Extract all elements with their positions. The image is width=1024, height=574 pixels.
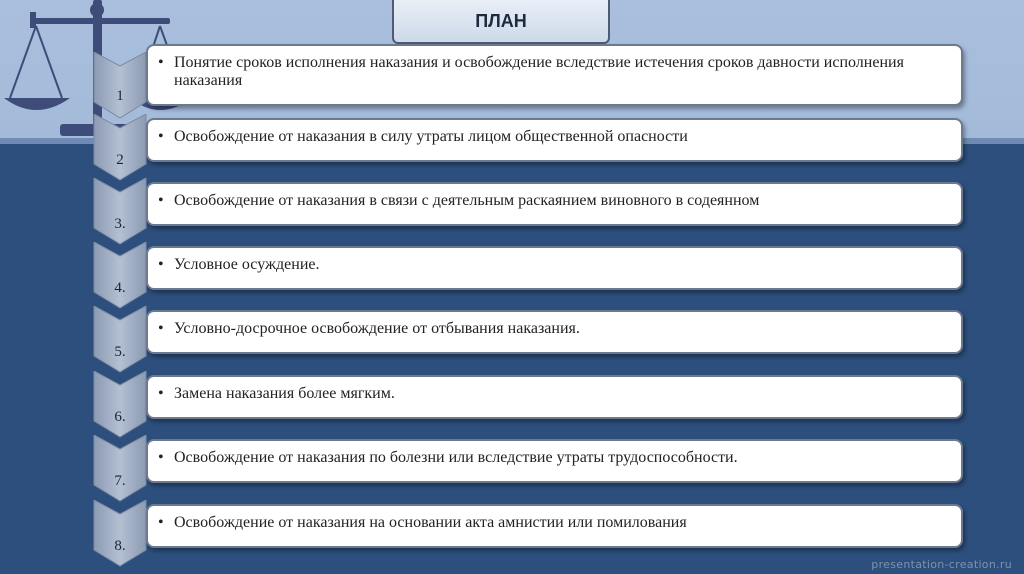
bullet: • bbox=[158, 192, 164, 209]
plan-item-text: Освобождение от наказания по болезни или вследствие утраты трудоспособности. bbox=[174, 449, 738, 466]
bullet: • bbox=[158, 54, 164, 71]
step-number: 1 bbox=[116, 88, 124, 104]
step-number: 3. bbox=[114, 216, 126, 232]
plan-item-text: Условное осуждение. bbox=[174, 256, 320, 273]
plan-item bbox=[146, 182, 963, 226]
bullet: • bbox=[158, 320, 164, 337]
plan-item bbox=[146, 310, 963, 354]
bullet: • bbox=[158, 449, 164, 466]
step-chevron bbox=[92, 371, 148, 439]
step-chevron bbox=[92, 242, 148, 310]
step-number: 5. bbox=[114, 344, 126, 360]
step-chevron bbox=[92, 114, 148, 182]
plan-item-text: Понятие сроков исполнения наказания и освобождение вследствие истечения сроков давности исполнения наказания bbox=[174, 54, 904, 89]
step-number: 6. bbox=[114, 409, 126, 425]
step-chevron bbox=[92, 178, 148, 246]
bullet: • bbox=[158, 256, 164, 273]
page-title: ПЛАН bbox=[392, 0, 610, 44]
bullet: • bbox=[158, 385, 164, 402]
plan-item bbox=[146, 118, 963, 162]
step-number: 7. bbox=[114, 473, 126, 489]
plan-item bbox=[146, 44, 963, 106]
plan-item-text: Условно-досрочное освобождение от отбывания наказания. bbox=[174, 320, 580, 337]
step-chevron bbox=[92, 435, 148, 503]
step-chevron bbox=[92, 500, 148, 568]
step-number: 8. bbox=[114, 538, 126, 554]
bullet: • bbox=[158, 514, 164, 531]
step-number: 2 bbox=[116, 152, 124, 168]
plan-item-text: Освобождение от наказания на основании акта амнистии или помилования bbox=[174, 514, 687, 531]
step-chevron bbox=[92, 306, 148, 374]
plan-item bbox=[146, 375, 963, 419]
step-number: 4. bbox=[114, 280, 126, 296]
plan-item bbox=[146, 439, 963, 483]
plan-item-text: Замена наказания более мягким. bbox=[174, 385, 395, 402]
plan-item-text: Освобождение от наказания в силу утраты лицом общественной опасности bbox=[174, 128, 688, 145]
bullet: • bbox=[158, 128, 164, 145]
plan-item bbox=[146, 246, 963, 290]
watermark: presentation-creation.ru bbox=[871, 558, 1012, 571]
plan-item-text: Освобождение от наказания в связи с деятельным раскаянием виновного в содеянном bbox=[174, 192, 760, 209]
step-chevron bbox=[92, 52, 148, 120]
plan-item bbox=[146, 504, 963, 548]
